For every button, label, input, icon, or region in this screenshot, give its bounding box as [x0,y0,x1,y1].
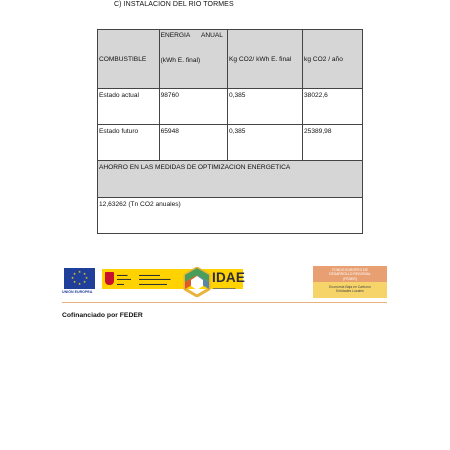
header-kg-co2: kg CO2 / año [303,30,363,89]
feder-logo-bottom [313,282,387,298]
eu-flag-icon: ★ ★ ★ ★ ★ ★ ★ ★ [64,268,95,289]
saving-value: 12,63262 (Tn CO2 anuales) [98,198,363,234]
feder-logo [313,266,387,298]
section-title: C) INSTALACION DEL RIO TORMES [114,1,234,8]
header-energia [159,30,227,89]
saving-header: AHORRO EN LAS MEDIDAS DE OPTIMIZACION ENERGETICA [98,161,363,198]
feder-top-line: FONDO EUROPEO DE [332,268,368,272]
logo-strip [62,266,392,300]
cell-energia: 65948 [159,125,227,161]
feder-bottom-line: Economía Baja en Carbono [329,285,371,289]
header-factor: Kg CO2/ kWh E. final [227,30,302,89]
header-combustible: COMBUSTIBLE [98,30,160,89]
idae-logo-text: IDAE [212,270,246,285]
eu-caption: UNIÓN EUROPEA [62,290,93,294]
ministry-text-line: ▬▬▬ ▬▬▬▬ ▬▬ [117,273,131,286]
footer-divider [62,302,387,303]
header-energia-right: ANUAL [200,32,223,39]
cofinanced-label: Cofinanciado por FEDER [62,312,143,319]
cell-factor: 0,385 [227,125,302,161]
feder-top-line: (FEDER) [343,276,357,281]
feder-bottom-line: Entidades Locales [336,289,364,294]
cell-combustible: Estado futuro [98,125,160,161]
cell-factor: 0,385 [227,89,302,125]
cell-energia: 98760 [159,89,227,125]
emissions-table [97,29,363,234]
saving-header-row [98,161,363,198]
table-row [98,89,363,125]
header-energia-left: ENERGIA [160,32,191,39]
table-row [98,125,363,161]
header-energia-unit: (kWh E. final) [160,57,201,64]
cell-combustible: Estado actual [98,89,160,125]
ministry-text-line: ▬▬▬▬▬▬ ▬▬▬▬▬▬▬▬▬ ▬▬▬▬▬▬▬▬ [139,273,171,286]
cell-kg: 38022,6 [303,89,363,125]
idae-mark-icon [183,267,211,297]
spain-shield-icon [105,272,114,285]
idae-subtitle: ▬▬▬▬▬▬▬▬ [213,286,236,290]
saving-value-row [98,198,363,234]
feder-top-line: DESARROLLO REGIONAL [329,272,371,277]
table-header-row [98,30,363,89]
feder-logo-top [313,266,387,282]
cell-kg: 25389,98 [303,125,363,161]
